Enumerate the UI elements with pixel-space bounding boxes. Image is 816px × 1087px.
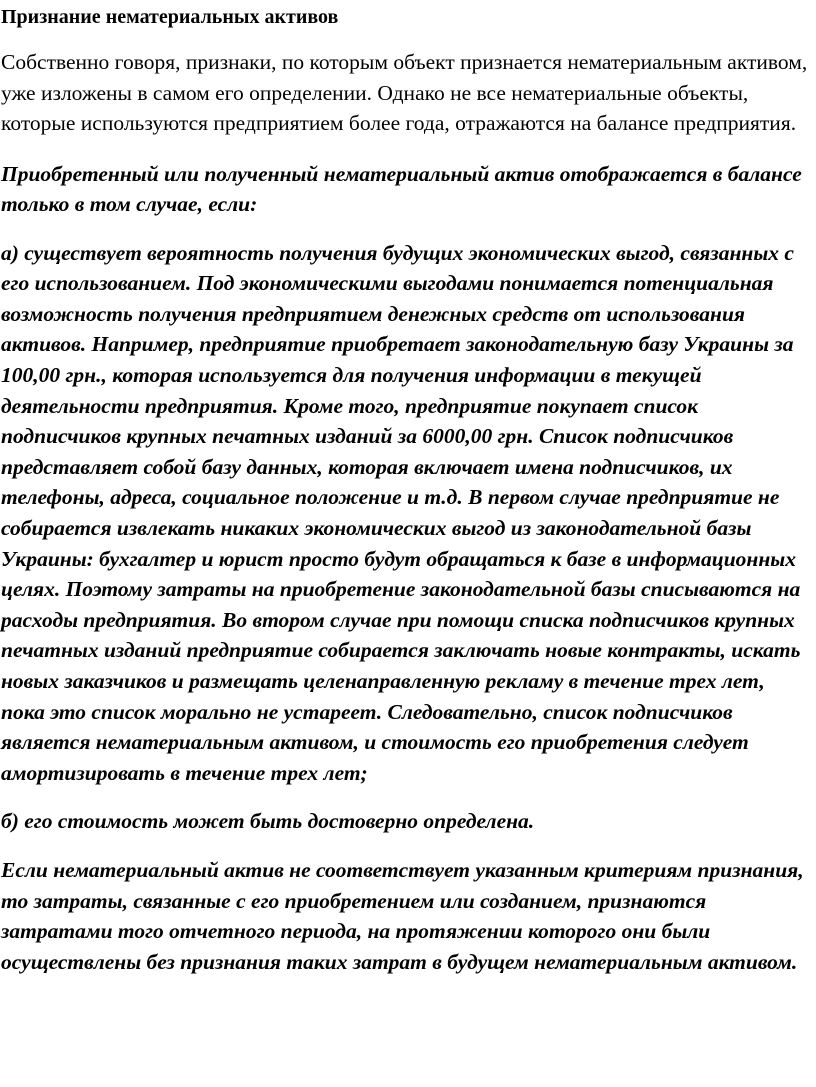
criterion-b-paragraph: б) его стоимость может быть достоверно определена.: [1, 809, 535, 834]
conclusion-paragraph: Если нематериальный актив не соответствует указанным критериям признания, то затраты, связанные с его приобретением или созданием, признаются затратами того отчетного периода, на протяжении которого они были осуществлены без признания таких затрат в будущем нематериальным активом.: [1, 857, 804, 974]
intro-paragraph: Собственно говоря, признаки, по которым объект признается нематериальным активом, уже изложены в самом его определении. Однако не все нематериальные объекты, которые используются предприятием более года, отражаются на балансе предприятия.: [1, 50, 808, 135]
section-heading: Признание нематериальных активов: [1, 6, 339, 28]
criterion-a-paragraph: а) существует вероятность получения будущих экономических выгод, связанных с его использованием. Под экономическими выгодами понимается потенциальная возможность получения предприятием денежных средств от использования активов. Например, предприятие приобретает законодательную базу Украины за 100,00 грн., которая используется для получения информации в текущей деятельности предприятия. Кроме того, предприятие покупает список подписчиков крупных печатных изданий за 6000,00 грн. Список подписчиков представляет собой базу данных, которая включает имена подписчиков, их телефоны, адреса, социальное положение и т.д. В первом случае предприятие не собирается извлекать никаких экономических выгод из законодательной базы Украины: бухгалтер и юрист просто будут обращаться к базе в информационных целях. Поэтому затраты на приобретение законодательной базы списываются на расходы предприятия. Во втором случае при помощи списка подписчиков крупных печатных изданий предприятие собирается заключать новые контракты, искать новых заказчиков и размещать целенаправленную рекламу в течение трех лет, пока это список морально не устареет. Следовательно, список подписчиков является нематериальным активом, и стоимость его приобретения следует амортизировать в течение трех лет;: [1, 240, 801, 785]
criteria-intro-paragraph: Приобретенный или полученный нематериальный актив отображается в балансе только в том случае, если:: [1, 161, 802, 217]
